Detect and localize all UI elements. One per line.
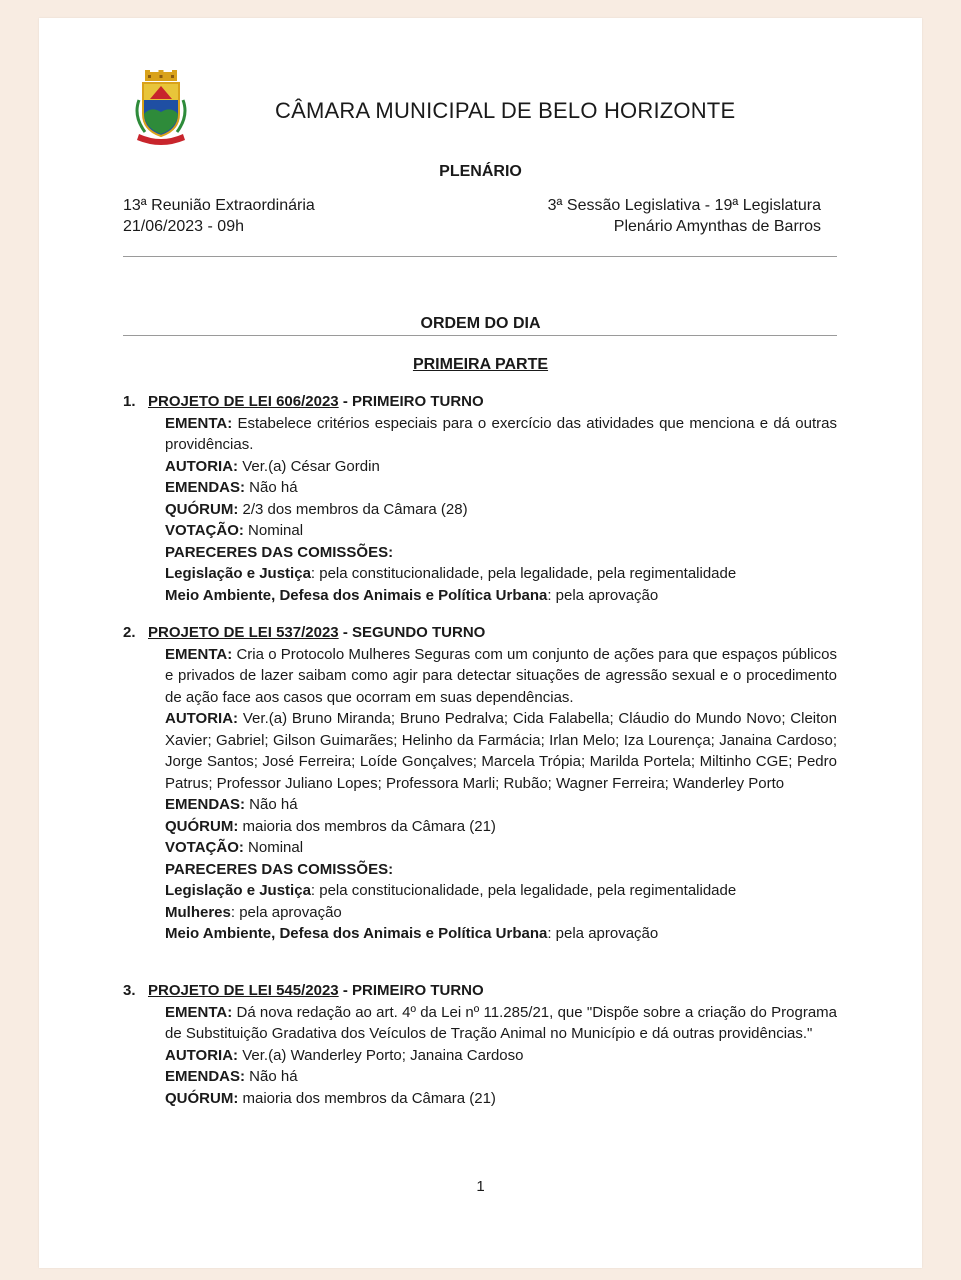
votacao-label: VOTAÇÃO: (165, 522, 244, 539)
project-link[interactable]: PROJETO DE LEI 537/2023 (148, 624, 339, 641)
ementa-label: EMENTA: (165, 645, 233, 663)
emendas-label: EMENDAS: (165, 479, 246, 496)
quorum-line (165, 499, 837, 521)
committee-opinion: : pela aprovação (230, 903, 342, 921)
section-heading: PLENÁRIO (439, 163, 522, 180)
committee-opinion: : pela aprovação (547, 925, 659, 942)
quorum-line (165, 816, 837, 838)
divider (123, 335, 837, 336)
pareceres-label: PARECERES DAS COMISSÕES: (165, 860, 394, 878)
emendas-text: Não há (245, 1068, 298, 1085)
autoria-label: AUTORIA: (165, 1046, 239, 1064)
item-turn: - SEGUNDO TURNO (338, 624, 486, 641)
item-heading (123, 980, 837, 1002)
committee-opinion: : pela constitucionalidade, pela legalidade, pela regimentalidade (310, 882, 737, 899)
item-details (165, 1002, 837, 1110)
meeting-name: 13ª Reunião Extraordinária (123, 197, 315, 214)
autoria-label: AUTORIA: (165, 457, 239, 475)
autoria-line (165, 1045, 837, 1067)
quorum-text: maioria dos membros da Câmara (21) (238, 1089, 496, 1107)
emendas-line (165, 794, 837, 816)
agenda-part-heading: PRIMEIRA PARTE (412, 356, 549, 373)
votacao-line (165, 837, 837, 859)
quorum-line (165, 1088, 837, 1110)
ementa-line (165, 644, 837, 709)
autoria-text: Ver.(a) Wanderley Porto; Janaina Cardoso (238, 1046, 524, 1064)
ementa-text: Estabelece critérios especiais para o exercício das atividades que menciona e dá outras providências. (165, 414, 837, 453)
item-number: 1. (123, 393, 136, 410)
emendas-label: EMENDAS: (165, 1068, 246, 1085)
project-link[interactable]: PROJETO DE LEI 545/2023 (148, 982, 339, 999)
autoria-label: AUTORIA: (165, 710, 239, 727)
autoria-line (165, 456, 837, 478)
emendas-line (165, 1066, 837, 1088)
quorum-text: maioria dos membros da Câmara (21) (238, 817, 496, 835)
ementa-line (165, 1002, 837, 1045)
votacao-label: VOTAÇÃO: (165, 839, 244, 856)
divider (123, 256, 837, 257)
emendas-text: Não há (245, 796, 298, 813)
agenda-title: ORDEM DO DIA (420, 315, 541, 332)
quorum-text: 2/3 dos membros da Câmara (28) (238, 500, 468, 518)
item-details (165, 644, 837, 945)
autoria-text: Ver.(a) Bruno Miranda; Bruno Pedralva; Cida Falabella; Cláudio do Mundo Novo; Cleiton Xavier; Gabriel; Gilson Guimarães; Helinho da Farmácia; Irlan Melo; Iza Lourença; Janaina Cardoso; Jorge Santos; José Ferreira; Loíde Gonçalves; Marcela Trópia; Marilda Portela; Miltinho CGE; Pedro Patrus; Professor Juliano Lopes; Professora Marli; Rubão; Wagner Ferreira; Wanderley Porto (165, 710, 837, 792)
venue-name: Plenário Amynthas de Barros (613, 218, 821, 235)
quorum-label: QUÓRUM: (165, 1089, 239, 1107)
committee-line (165, 563, 837, 585)
item-number: 2. (123, 624, 136, 641)
ementa-text: Dá nova redação ao art. 4º da Lei nº 11.285/21, que "Dispõe sobre a criação do Programa de Substituição Gradativa dos Veículos de Tração Animal no Município e dá outras providências." (165, 1003, 837, 1042)
agenda-item (123, 980, 837, 1109)
committee-line (165, 923, 837, 945)
coat-of-arms-logo (131, 70, 191, 148)
pareceres-label: PARECERES DAS COMISSÕES: (165, 543, 394, 561)
autoria-line (165, 708, 837, 794)
item-number: 3. (123, 982, 136, 999)
committee-name: Meio Ambiente, Defesa dos Animais e Política Urbana (165, 925, 548, 942)
quorum-label: QUÓRUM: (165, 500, 239, 518)
item-details (165, 413, 837, 607)
committee-name: Mulheres (165, 903, 231, 921)
votacao-text: Nominal (243, 522, 304, 539)
emendas-text: Não há (245, 479, 298, 496)
meeting-info (123, 195, 315, 237)
ementa-label: EMENTA: (165, 414, 233, 432)
autoria-text: Ver.(a) César Gordin (238, 457, 380, 475)
agenda-item (123, 622, 837, 945)
item-turn: - PRIMEIRO TURNO (338, 982, 484, 999)
session-info (548, 195, 821, 237)
committee-name: Legislação e Justiça (165, 882, 311, 899)
committee-opinion: : pela aprovação (547, 586, 659, 604)
ementa-label: EMENTA: (165, 1003, 233, 1021)
committee-opinion: : pela constitucionalidade, pela legalidade, pela regimentalidade (310, 565, 737, 582)
emendas-label: EMENDAS: (165, 796, 246, 813)
ementa-text: Cria o Protocolo Mulheres Seguras com um conjunto de ações para que espaços públicos e privados de lazer saibam como agir para detectar situações de agressão sexual e o procedimento de ação face aos casos que ocorram em suas dependências. (165, 645, 837, 706)
page-number: 1 (476, 1178, 485, 1195)
committee-line (165, 902, 837, 924)
votacao-text: Nominal (243, 839, 304, 856)
committee-line (165, 880, 837, 902)
committee-line (165, 585, 837, 607)
committee-name: Legislação e Justiça (165, 565, 311, 582)
item-heading (123, 391, 837, 413)
page-title: CÂMARA MUNICIPAL DE BELO HORIZONTE (275, 98, 736, 123)
quorum-label: QUÓRUM: (165, 817, 239, 835)
item-turn: - PRIMEIRO TURNO (338, 393, 484, 410)
committee-name: Meio Ambiente, Defesa dos Animais e Política Urbana (165, 586, 548, 604)
project-link[interactable]: PROJETO DE LEI 606/2023 (148, 393, 339, 410)
item-heading (123, 622, 837, 644)
votacao-line (165, 520, 837, 542)
session-name: 3ª Sessão Legislativa - 19ª Legislatura (547, 197, 821, 214)
document-page (39, 18, 922, 1268)
meeting-datetime: 21/06/2023 - 09h (123, 218, 244, 235)
agenda-item (123, 391, 837, 606)
emendas-line (165, 477, 837, 499)
ementa-line (165, 413, 837, 456)
